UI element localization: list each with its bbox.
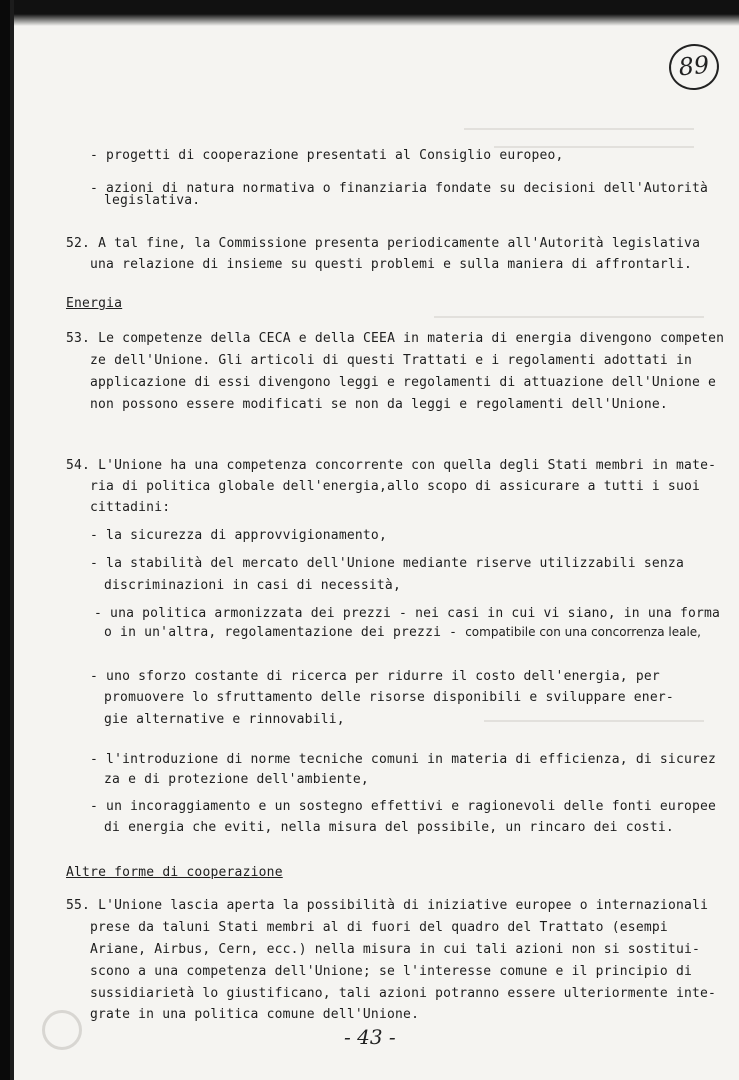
paragraph-55-line: grate in una politica comune dell'Unione.: [90, 1007, 420, 1022]
watermark-mark: [42, 1010, 82, 1050]
paragraph-53-line: applicazione di essi divengono leggi e regolamenti di attuazione dell'Unione e: [90, 375, 717, 390]
bullet-line: - la stabilità del mercato dell'Unione mediante riserve utilizzabili senza: [90, 556, 684, 571]
bleed-through-mark: [484, 720, 704, 722]
paragraph-55-line: scono a una competenza dell'Unione; se l'interesse comune e il principio di: [90, 964, 692, 979]
paragraph-52-line: 52. A tal fine, la Commissione presenta periodicamente all'Autorità legislativa: [66, 236, 701, 251]
text-line: discriminazioni in casi di necessità,: [104, 578, 401, 593]
paragraph-53-line: ze dell'Unione. Gli articoli di questi Trattati e i regolamenti adottati in: [90, 353, 692, 368]
paragraph-55-line: 55. L'Unione lascia aperta la possibilità di iniziative europee o internazionali: [66, 898, 709, 913]
bullet-line: - azioni di natura normativa o finanziaria fondate su decisioni dell'Autorità: [90, 181, 709, 196]
paragraph-52-line: una relazione di insieme su questi problemi e sulla maniera di affrontarli.: [90, 257, 692, 272]
bullet-line: - l'introduzione di norme tecniche comuni in materia di efficienza, di sicurez: [90, 752, 717, 767]
bullet-line: - un incoraggiamento e un sostegno effettivi e ragionevoli delle fonti europee: [90, 799, 717, 814]
text-line: legislativa.: [104, 193, 201, 208]
bleed-through-mark: [464, 128, 694, 130]
paragraph-54-line: ria di politica globale dell'energia,allo scopo di assicurare a tutti i suoi: [90, 479, 701, 494]
bullet-line: - progetti di cooperazione presentati al Consiglio europeo,: [90, 148, 564, 163]
bullet-line: - la sicurezza di approvvigionamento,: [90, 528, 387, 543]
paragraph-55-line: Ariane, Airbus, Cern, ecc.) nella misura in cui tali azioni non si sostitui-: [90, 942, 701, 957]
section-heading-altre-forme: Altre forme di cooperazione: [66, 865, 283, 880]
text-line: promuovere lo sfruttamento delle risorse disponibili e sviluppare ener-: [104, 690, 674, 705]
paragraph-54-line: 54. L'Unione ha una competenza concorrente con quella degli Stati membri in mate-: [66, 458, 717, 473]
text-line: za e di protezione dell'ambiente,: [104, 772, 369, 787]
text-fragment: o in un'altra, regolamentazione dei prezzi -: [104, 625, 466, 640]
text-line: di energia che eviti, nella misura del possibile, un rincaro dei costi.: [104, 820, 674, 835]
text-line: gie alternative e rinnovabili,: [104, 712, 345, 727]
paragraph-55-line: sussidiarietà lo giustificano, tali azioni potranno essere ulteriormente inte-: [90, 986, 717, 1001]
paragraph-55-line: prese da taluni Stati membri al di fuori del quadro del Trattato (esempi: [90, 920, 668, 935]
document-page: [10, 0, 739, 1080]
bleed-through-mark: [434, 316, 704, 318]
circled-page-number: 89: [667, 42, 722, 93]
bullet-line: - uno sforzo costante di ricerca per ridurre il costo dell'energia, per: [90, 669, 660, 684]
paragraph-53-line: non possono essere modificati se non da leggi e regolamenti dell'Unione.: [90, 397, 668, 412]
paragraph-54-line: cittadini:: [90, 500, 171, 515]
section-heading-energia: Energia: [66, 296, 123, 311]
footer-page-number: - 43 -: [344, 1025, 396, 1049]
handwritten-insertion: compatibile con una concorrenza leale,: [465, 625, 701, 639]
bullet-line: - una politica armonizzata dei prezzi - nei casi in cui vi siano, in una forma: [94, 606, 721, 621]
paragraph-53-line: 53. Le competenze della CECA e della CEEA in materia di energia divengono competen: [66, 331, 725, 346]
text-line: [104, 625, 701, 640]
